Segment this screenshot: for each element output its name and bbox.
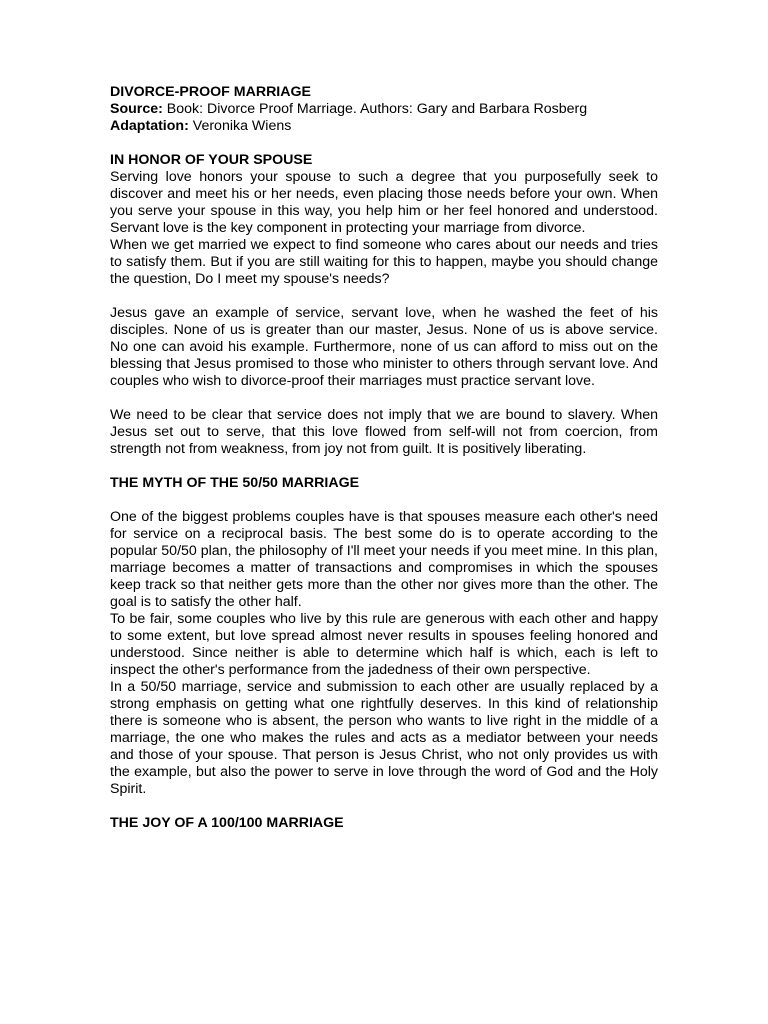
document-title: DIVORCE-PROOF MARRIAGE (110, 84, 311, 100)
spacer (110, 492, 658, 509)
section-heading: THE MYTH OF THE 50/50 MARRIAGE (110, 475, 360, 491)
paragraph: Jesus gave an example of service, servant love, when he washed the feet of his disciples. None of us is greater than our master, Jesus. None of us is above service. No one can avoid his example. Furthermore, none of us can afford to miss out on the blessing that Jesus promised to those who minister to others through servant love. And couples who wish to divorce-proof their marriages must practice servant love. (110, 305, 658, 389)
source-value: Book: Divorce Proof Marriage. Authors: Gary and Barbara Rosberg (166, 101, 588, 117)
spacer (110, 458, 658, 475)
paragraph: We need to be clear that service does not imply that we are bound to slavery. When Jesus set out to serve, that this love flowed from self-will not from coercion, from strength not from weakness, from joy not from guilt. It is positively liberating. (110, 407, 658, 457)
spacer (110, 390, 658, 407)
document-page (110, 84, 658, 832)
paragraph: One of the biggest problems couples have is that spouses measure each other's need for service on a reciprocal basis. The best some do is to operate according to the popular 50/50 plan, the philosophy of I'll meet your needs if you meet mine. In this plan, marriage becomes a matter of transactions and compromises in which the spouses keep track so that neither gets more than the other nor gives more than the other. The goal is to satisfy the other half. (110, 509, 658, 610)
paragraph: Serving love honors your spouse to such a degree that you purposefully seek to discover and meet his or her needs, even placing those needs before your own. When you serve your spouse in this way, you help him or her feel honored and understood. Servant love is the key component in protecting your marriage from divorce. (110, 169, 658, 236)
section-heading: IN HONOR OF YOUR SPOUSE (110, 152, 313, 168)
paragraph: In a 50/50 marriage, service and submission to each other are usually replaced by a strong emphasis on getting what one rightfully deserves. In this kind of relationship there is someone who is absent, the person who wants to live right in the middle of a marriage, the one who makes the rules and acts as a mediator between your needs and those of your spouse. That person is Jesus Christ, who not only provides us with the example, but also the power to serve in love through the word of God and the Holy Spirit. (110, 679, 658, 797)
adaptation-line (110, 118, 658, 135)
spacer (110, 288, 658, 305)
spacer (110, 135, 658, 152)
paragraph: To be fair, some couples who live by this rule are generous with each other and happy to some extent, but love spread almost never results in spouses feeling honored and understood. Since neither is able to determine which half is which, each is left to inspect the other's performance from the jadedness of their own perspective. (110, 611, 658, 678)
adaptation-value: Veronika Wiens (192, 118, 292, 134)
source-label: Source: (110, 101, 163, 117)
section-heading: THE JOY OF A 100/100 MARRIAGE (110, 815, 344, 831)
spacer (110, 798, 658, 815)
adaptation-label: Adaptation: (110, 118, 189, 134)
source-line (110, 101, 658, 118)
paragraph: When we get married we expect to find someone who cares about our needs and tries to satisfy them. But if you are still waiting for this to happen, maybe you should change the question, Do I meet my spouse's needs? (110, 237, 658, 287)
